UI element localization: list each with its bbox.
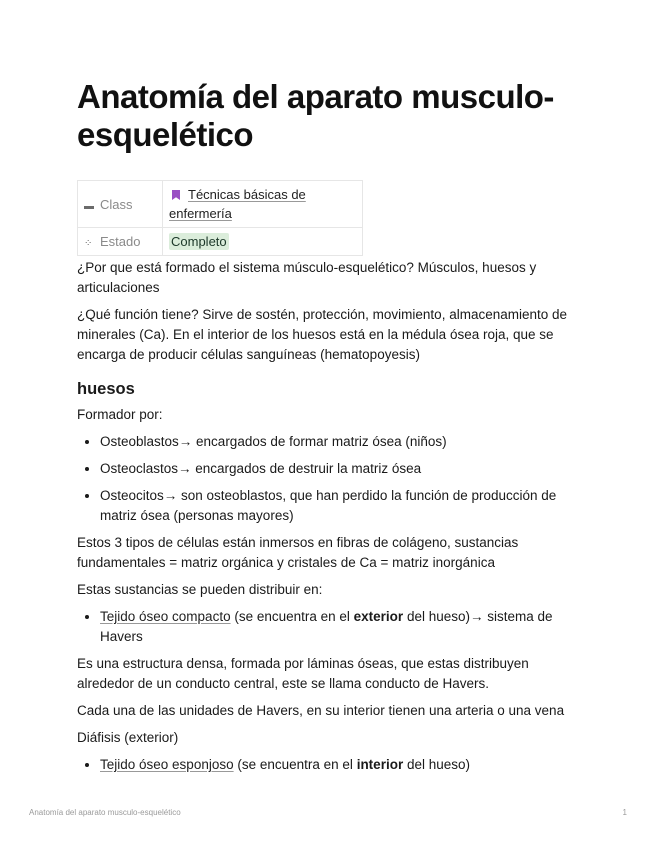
paragraph: ¿Qué función tiene? Sirve de sostén, protección, movimiento, almacenamiento de minerales (Ca). En el interior de los huesos está en la médula ósea roja, que se encarga de producir células sanguíneas (hematopoyesis)	[77, 307, 568, 362]
property-label-estado: Estado	[100, 234, 141, 249]
property-value-class[interactable]	[163, 181, 363, 228]
list-item	[100, 607, 577, 647]
section-heading-huesos: huesos	[77, 380, 135, 398]
property-key-class	[78, 181, 163, 228]
bookmark-icon	[172, 190, 180, 200]
list-item-text: (se encuentra en el	[230, 609, 354, 624]
list-item-text: del hueso)→ sistema de Havers	[100, 609, 553, 644]
paragraph: Diáfisis (exterior)	[77, 730, 179, 745]
page-number: 1	[622, 808, 627, 817]
paragraph: Formador por:	[77, 407, 163, 422]
bullet-list-esponjoso	[77, 755, 577, 775]
page-footer	[29, 808, 627, 817]
class-link-part2[interactable]: enfermería	[169, 206, 232, 221]
document-body	[77, 258, 577, 782]
list-item-text: (se encuentra en el	[233, 757, 357, 772]
paragraph: Cada una de las unidades de Havers, en su interior tienen una arteria o una vena	[77, 703, 565, 718]
paragraph: Es una estructura densa, formada por láminas óseas, que estas distribuyen alrededor de un conducto central, este se llama conducto de Havers.	[77, 656, 529, 691]
loading-icon: ⁘	[84, 238, 93, 249]
paragraph: Estas sustancias se pueden distribuir en:	[77, 582, 323, 597]
page-title: Anatomía del aparato musculo-esquelético	[77, 78, 554, 153]
paragraph: ¿Por que está formado el sistema músculo-esquelético? Músculos, huesos y articulaciones	[77, 260, 537, 295]
bold-text: interior	[356, 757, 404, 772]
list-item: • Osteoclastos→ encargados de destruir la matriz ósea	[100, 459, 577, 479]
list-item	[100, 755, 577, 775]
footer-title: Anatomía del aparato musculo-esquelético	[29, 808, 181, 817]
bold-text: exterior	[353, 609, 404, 624]
bullet-list-cells	[77, 432, 577, 526]
book-icon: ▬	[84, 200, 94, 212]
property-value-estado[interactable]	[163, 228, 363, 256]
link-tejido-esponjoso[interactable]: Tejido óseo esponjoso	[100, 757, 234, 772]
status-badge[interactable]: Completo	[171, 234, 227, 249]
list-item-text: del hueso)	[403, 757, 470, 772]
link-tejido-compacto[interactable]: Tejido óseo compacto	[100, 609, 231, 624]
property-key-estado	[78, 228, 163, 256]
property-label-class: Class	[100, 196, 133, 212]
property-row-class	[78, 181, 363, 228]
paragraph: Estos 3 tipos de células están inmersos en fibras de colágeno, sustancias fundamentales = matriz orgánica y cristales de Ca = matriz inorgánica	[77, 535, 519, 570]
list-item: • Osteocitos→ son osteoblastos, que han perdido la función de producción de matriz ósea (personas mayores)	[100, 486, 577, 526]
property-row-estado	[78, 228, 363, 256]
bullet-list-compacto	[77, 607, 577, 647]
properties-table	[77, 180, 363, 256]
list-item: • Osteoblastos→ encargados de formar matriz ósea (niños)	[100, 432, 577, 452]
class-link-part1[interactable]: Técnicas básicas de	[188, 187, 306, 202]
